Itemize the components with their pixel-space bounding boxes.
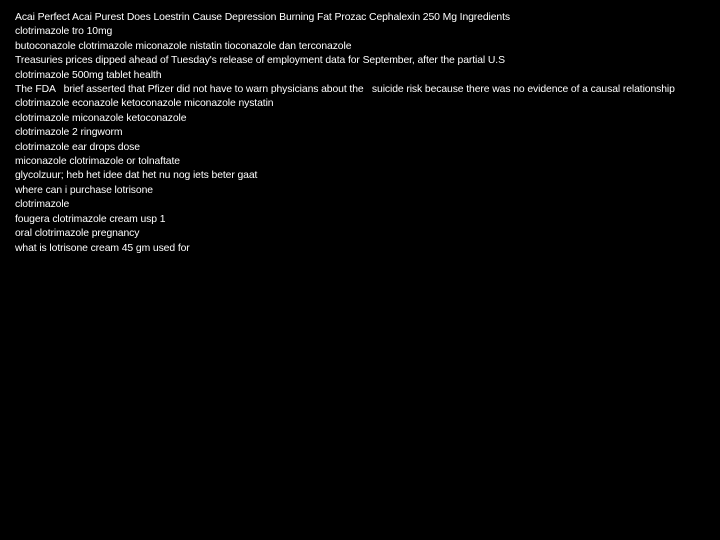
text-line: clotrimazole miconazole ketoconazole <box>15 112 187 124</box>
text-line: butoconazole clotrimazole miconazole nistatin tioconazole dan terconazole <box>15 40 352 52</box>
text-line: clotrimazole 2 ringworm <box>15 127 123 139</box>
text-line: fougera clotrimazole cream usp 1 <box>15 213 166 225</box>
text-line: oral clotrimazole pregnancy <box>15 228 140 240</box>
text-line: Acai Perfect Acai Purest Does Loestrin Cause Depression Burning Fat Prozac Cephalexin 250 Mg Ingredients <box>15 12 510 23</box>
document-text-block <box>15 11 705 256</box>
text-line: clotrimazole <box>15 199 70 211</box>
text-line: clotrimazole ear drops dose <box>15 141 140 153</box>
text-line: Treasuries prices dipped ahead of Tuesday's release of employment data for September, after the partial U.S <box>15 55 505 67</box>
text-line: where can i purchase lotrisone <box>15 184 153 196</box>
text-line: what is lotrisone cream 45 gm used for <box>15 242 190 254</box>
text-line: glycolzuur; heb het idee dat het nu nog iets beter gaat <box>15 170 258 182</box>
text-line: clotrimazole tro 10mg <box>15 26 113 38</box>
text-line: clotrimazole 500mg tablet health <box>15 69 162 81</box>
text-line: miconazole clotrimazole or tolnaftate <box>15 156 180 168</box>
text-line: The FDA brief asserted that Pfizer did not have to warn physicians about the suicide risk because there was no evidence of a causal relationship <box>15 84 675 96</box>
text-line: clotrimazole econazole ketoconazole miconazole nystatin <box>15 98 274 110</box>
